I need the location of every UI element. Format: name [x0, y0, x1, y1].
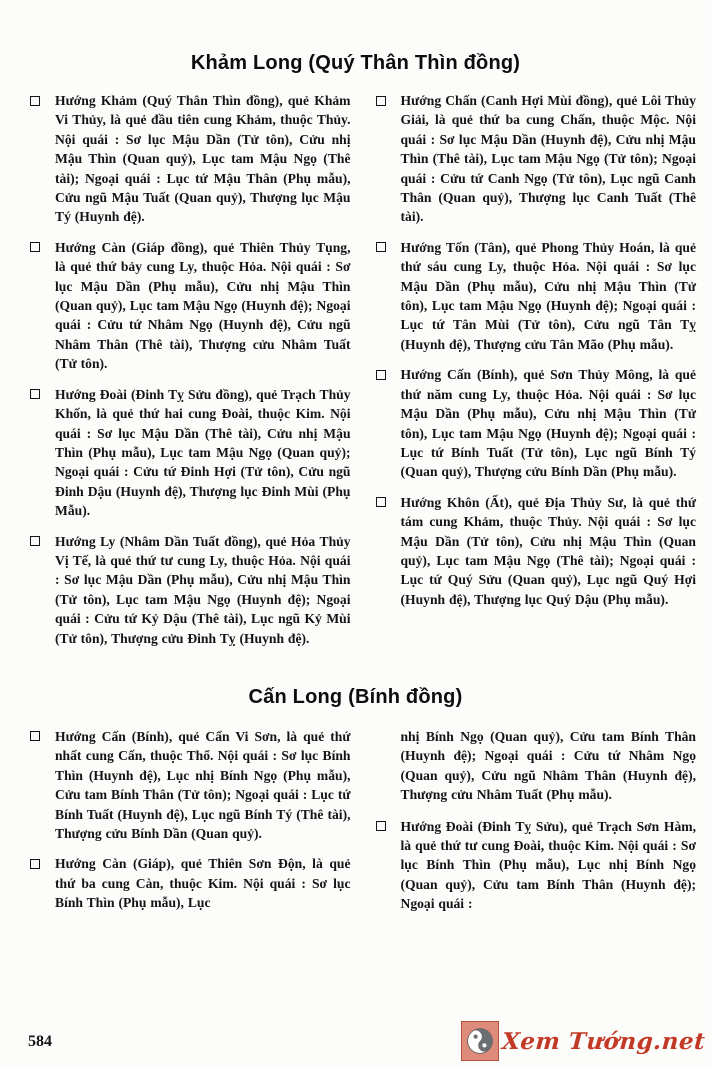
paragraph-text: Hướng Càn (Giáp đồng), quẻ Thiên Thủy Tụng, là quẻ thứ bảy cung Ly, thuộc Hỏa. Nội quái : Sơ lục Mậu Dần (Phụ mẫu), Cửu nhị Mậu Thìn (Quan quỷ), Lục tam Mậu Ngọ (Huynh đệ); Ngoại quái : Cửu tứ Nhâm Ngọ (Huynh đệ), Cửu ngũ Nhâm Thân (Thê tài), Thượng cửu Nhâm Tuất (Tử tôn). [55, 239, 351, 372]
left-column [28, 91, 351, 659]
paragraph-huong-chan [374, 91, 697, 227]
paragraph-text: Hướng Ly (Nhâm Dần Tuất đồng), quẻ Hỏa Thủy Vị Tế, là quẻ thứ tư cung Ly, thuộc Hỏa. Nội quái : Sơ lục Mậu Dần (Phụ mẫu), Cửu nhị Mậu Thìn (Tử tôn), Lục tam Mậu Ngọ (Huynh đệ); Ngoại quái : Cửu tứ Kỷ Dậu (Thê tài), Lục ngũ Kỷ Mùi (Tử tôn), Thượng cửu Đinh Tỵ (Huynh đệ). [55, 533, 351, 646]
paragraph-huong-doai [28, 385, 351, 521]
paragraph-huong-ly [28, 532, 351, 648]
paragraph-huong-can-vi-son [28, 727, 351, 843]
bullet-square-icon [30, 536, 40, 546]
bullet-square-icon [30, 389, 40, 399]
paragraph-huong-can-giap [28, 854, 351, 912]
bullet-square-icon [376, 821, 386, 831]
right-column [374, 91, 697, 659]
section-title-kham-long: Khảm Long (Quý Thân Thìn đồng) [190, 52, 521, 74]
bullet-square-icon [30, 242, 40, 252]
watermark-text: Xem Tướng.net [500, 1027, 706, 1055]
bullet-square-icon [30, 96, 40, 106]
paragraph-huong-khon [374, 493, 697, 609]
paragraph-huong-kham [28, 91, 351, 227]
paragraph-text: Hướng Đoài (Đinh Tỵ Sửu), quẻ Trạch Sơn Hàm, là quẻ thứ tư cung Đoài, thuộc Kim. Nội quái : Sơ lục Bính Thìn (Phụ mẫu), Lục nhị Bính Ngọ (Quan quỷ), Cửu tam Bính Thân (Huynh đệ); Ngoại quái : [400, 818, 696, 912]
paragraph-text: nhị Bính Ngọ (Quan quỷ), Cửu tam Bính Thân (Huynh đệ); Ngoại quái : Cửu tứ Nhâm Ngọ (Quan quỷ), Cửu ngũ Nhâm Thân (Huynh đệ), Thượng cửu Nhâm Tuất (Phụ mẫu). [400, 728, 696, 803]
watermark [461, 1021, 705, 1061]
paragraph-text: Hướng Chấn (Canh Hợi Mùi đồng), quẻ Lôi Thủy Giải, là quẻ thứ ba cung Chấn, thuộc Mộc. Nội quái : Sơ lục Mậu Dần (Huynh đệ), Cửu nhị Mậu Thìn (Thê tài), Lục tam Mậu Ngọ (Tử tôn); Ngoại quái : Cửu tứ Canh Ngọ (Tử tôn), Lục ngũ Canh Thân (Quan quỷ), Thượng lục Canh Tuất (Thê tài). [400, 93, 696, 225]
yin-yang-icon [461, 1021, 499, 1061]
page-number: 584 [28, 1033, 52, 1050]
paragraph-huong-can-binh [374, 365, 697, 481]
paragraph-huong-ton [374, 238, 697, 354]
bullet-square-icon [30, 731, 40, 741]
paragraph-text: Hướng Khảm (Quý Thân Thìn đồng), quẻ Khảm Vi Thủy, là quẻ đầu tiên cung Khảm, thuộc Thủy. Nội quái : Sơ lục Mậu Dần (Tử tôn), Cửu nhị Mậu Thìn (Quan quỷ), Lục tam Mậu Ngọ (Thê tài); Ngoại quái : Lục tứ Mậu Thân (Phụ mẫu), Cửu ngũ Mậu Tuất (Quan quỷ), Thượng lục Mậu Tý (Huynh đệ). [55, 93, 351, 225]
paragraph-huong-can [28, 238, 351, 374]
section-kham-long-columns [0, 91, 711, 659]
section-title-can-long: Cấn Long (Bính đồng) [248, 685, 463, 708]
paragraph-text: Hướng Cấn (Bính), quẻ Sơn Thủy Mông, là quẻ thứ năm cung Ly, thuộc Hỏa. Nội quái : Sơ lục Mậu Dần (Phụ mẫu), Cửu nhị Mậu Thìn (Tử tôn), Lục tam Mậu Ngọ (Huynh đệ); Ngoại quái : Lục tứ Bính Tuất (Tử tôn), Lục ngũ Bính Tý (Quan quỷ), Thượng cửu Bính Dần (Phụ mẫu). [400, 367, 696, 480]
paragraph-text: Hướng Tốn (Tân), quẻ Phong Thủy Hoán, là quẻ thứ sáu cung Ly, thuộc Hỏa. Nội quái : Sơ lục Mậu Dần (Phụ mẫu), Cửu nhị Mậu Thìn (Tử tôn), Lục tam Mậu Ngọ (Huynh đệ); Ngoại quái : Lục tứ Tân Mùi (Tử tôn), Cửu ngũ Tân Tỵ (Huynh đệ), Thượng cửu Tân Mão (Phụ mẫu). [400, 239, 696, 352]
bullet-square-icon [376, 242, 386, 252]
paragraph-text: Hướng Khôn (Ất), quẻ Địa Thủy Sư, là quẻ thứ tám cung Khảm, thuộc Thủy. Nội quái : Sơ lục Mậu Dần (Tử tôn), Cửu nhị Mậu Thìn (Quan quỷ), Lục tam Mậu Ngọ (Thê tài); Ngoại quái : Lục tứ Quý Sửu (Quan quỷ), Lục ngũ Quý Hợi (Huynh đệ), Thượng lục Quý Dậu (Phụ mẫu). [400, 494, 696, 607]
bullet-square-icon [30, 859, 40, 869]
section-can-long-columns [0, 727, 711, 925]
left-column [28, 727, 351, 925]
bullet-square-icon [376, 96, 386, 106]
paragraph-text: Hướng Càn (Giáp), quẻ Thiên Sơn Độn, là quẻ thứ ba cung Càn, thuộc Kim. Nội quái : Sơ lục Bính Thìn (Phụ mẫu), Lục [55, 856, 351, 911]
paragraph-text: Hướng Đoài (Đinh Tỵ Sửu đồng), quẻ Trạch Thủy Khốn, là quẻ thứ hai cung Đoài, thuộc Kim. Nội quái : Sơ lục Mậu Dần (Thê tài), Cửu nhị Mậu Thìn (Phụ mẫu), Lục tam Mậu Ngọ (Quan quỷ); Ngoại quái : Cửu tứ Đinh Hợi (Tử tôn), Cửu ngũ Đinh Dậu (Huynh đệ), Thượng lục Đinh Mùi (Phụ Mẫu). [55, 386, 351, 519]
paragraph-text: Hướng Cấn (Bính), quẻ Cấn Vi Sơn, là quẻ thứ nhất cung Cấn, thuộc Thổ. Nội quái : Sơ lục Bính Thìn (Huynh đệ), Lục nhị Bính Ngọ (Phụ mẫu), Cửu tam Bính Thân (Tử tôn); Ngoại quái : Lục tứ Bính Tuất (Huynh đệ), Lục ngũ Bính Tý (Thê tài), Thượng cửu Bính Dần (Quan quỷ). [55, 728, 351, 841]
bullet-square-icon [376, 497, 386, 507]
paragraph-huong-doai-tram-son-ham [374, 817, 697, 914]
bullet-square-icon [376, 370, 386, 380]
right-column [374, 727, 697, 925]
paragraph-continuation [374, 727, 697, 805]
